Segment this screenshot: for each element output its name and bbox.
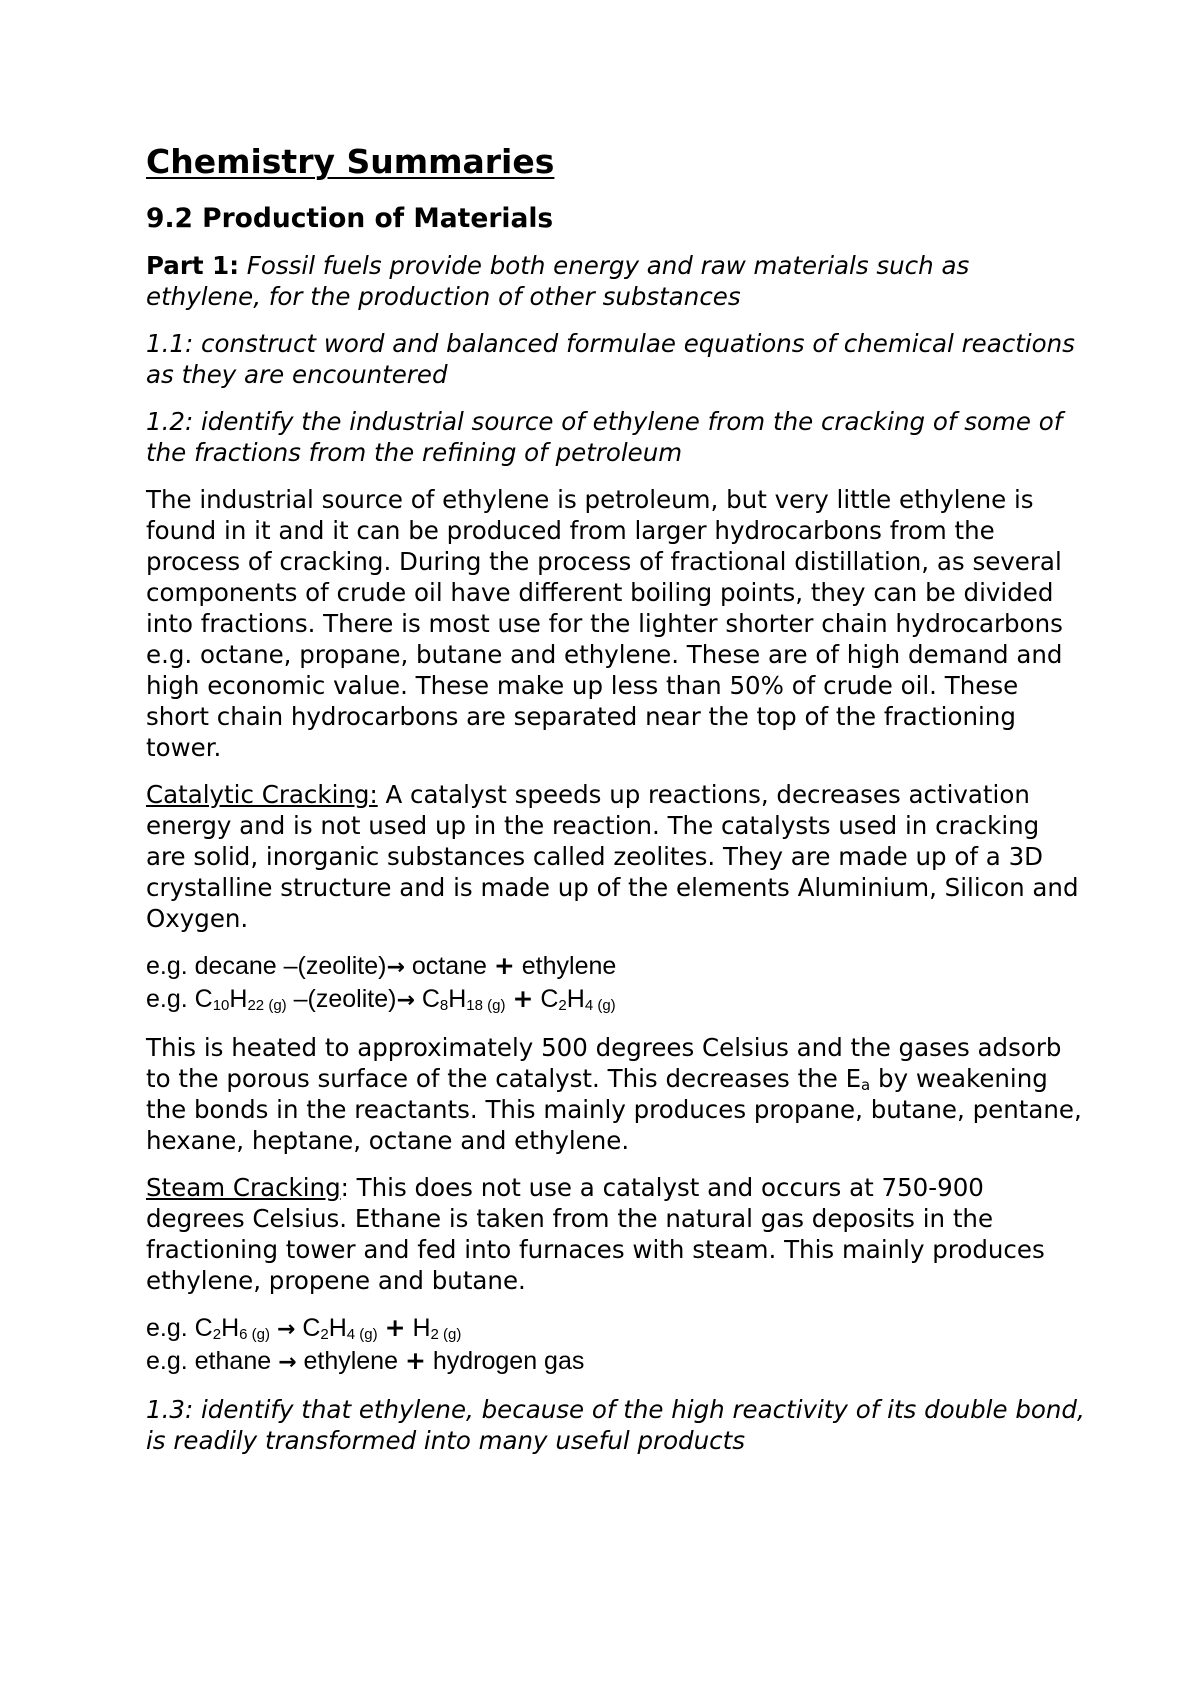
activation-energy-subscript: a: [861, 1076, 871, 1094]
steam-cracking-text: : This does not use a catalyst and occurs at 750-900 degrees Celsius. Ethane is taken from the natural gas deposits in the fractioning tower and fed into furnaces with steam. This mainly produces ethylene, propene and butane.: [146, 1173, 1045, 1295]
catalytic-word-equation: e.g. decane –(zeolite)→ octane + ethylene: [146, 951, 617, 980]
document-body: [146, 140, 1086, 1472]
catalytic-cracking-label: Catalytic Cracking:: [146, 780, 378, 809]
arrow-icon: →: [396, 988, 415, 1013]
catalytic-equations: [146, 950, 1086, 1016]
plus-sign: +: [512, 984, 534, 1013]
formula-reactant: $C_{10}H_{22 (g)}$: [194, 985, 287, 1014]
part-1-label: Part 1:: [146, 251, 239, 280]
plus-sign: +: [404, 1346, 426, 1375]
dot-point-1-1: 1.1: construct word and balanced formulae equations of chemical reactions as they are encountered: [146, 329, 1075, 389]
part-1-statement: [146, 250, 1086, 312]
document-title: Chemistry Summaries: [146, 142, 555, 181]
section-heading: 9.2 Production of Materials: [146, 203, 554, 234]
dot-point-1-3: 1.3: identify that ethylene, because of the high reactivity of its double bond, is readily transformed into many useful products: [146, 1395, 1085, 1455]
formula-product-2: $C_2H_{4 (g)}$: [540, 985, 616, 1014]
formula-reactant: $C_2H_{6 (g)}$: [194, 1314, 270, 1343]
eq-product-2: ethylene: [521, 952, 617, 980]
zeolite-label: –(zeolite): [293, 985, 397, 1013]
catalytic-formula-equation: e.g. $C_{10}H_{22 (g)}$ –(zeolite)→ $C_8H_{18 (g)} + C_2H_{4 (g)}$: [146, 984, 616, 1014]
eq-product-1: octane: [411, 952, 487, 980]
zeolite-label: –(zeolite): [283, 952, 387, 980]
steam-equations: [146, 1312, 1086, 1378]
arrow-icon: →: [278, 1350, 297, 1375]
catalytic-cracking-paragraph: [146, 779, 1086, 934]
eq-reactant: ethane: [194, 1347, 272, 1375]
eq-product-1: ethylene: [303, 1347, 398, 1375]
formula-product-1: $C_8H_{18 (g)}$: [421, 985, 506, 1014]
steam-cracking-paragraph: [146, 1172, 1086, 1296]
steam-formula-equation: e.g. $C_2H_{6 (g)} \to C_2H_{4 (g)} + H_{2 (g)}$: [146, 1313, 462, 1343]
industrial-source-paragraph: The industrial source of ethylene is petroleum, but very little ethylene is found in it and it can be produced from larger hydrocarbons from the process of cracking. During the process of fractional distillation, as several components of crude oil have different boiling points, they can be divided into fractions. There is most use for the lighter shorter chain hydrocarbons e.g. octane, propane, butane and ethylene. These are of high demand and high economic value. These make up less than 50% of crude oil. These short chain hydrocarbons are separated near the top of the fractioning tower.: [146, 485, 1063, 762]
part-1-text: Fossil fuels provide both energy and raw materials such as ethylene, for the production of other substances: [146, 251, 970, 311]
heating-paragraph: This is heated to approximately 500 degrees Celsius and the gases adsorb to the porous surface of the catalyst. This decreases the $E_a$ by weakening the bonds in the reactants. This mainly produces propane, butane, pentane, hexane, heptane, octane and ethylene.: [146, 1033, 1082, 1155]
catalytic-cracking-text: A catalyst speeds up reactions, decreases activation energy and is not used up in the reaction. The catalysts used in cracking are solid, inorganic substances called zeolites. They are made up of a 3D crystalline structure and is made up of the elements Aluminium, Silicon and Oxygen.: [146, 780, 1079, 933]
steam-cracking-label: Steam Cracking: [146, 1173, 341, 1202]
plus-sign: +: [493, 951, 515, 980]
arrow-icon: →: [386, 955, 405, 980]
plus-sign: +: [384, 1313, 406, 1342]
steam-word-equation: e.g. ethane → ethylene + hydrogen gas: [146, 1346, 585, 1375]
formula-product-2: $H_{2 (g)}$: [412, 1314, 462, 1343]
eq-reactant: decane: [194, 952, 277, 980]
formula-product-1: $C_2H_{4 (g)}$: [302, 1314, 378, 1343]
arrow-icon: →: [276, 1317, 296, 1342]
eq-product-2: hydrogen gas: [432, 1347, 585, 1375]
dot-point-1-2: 1.2: identify the industrial source of ethylene from the cracking of some of the fractions from the refining of petroleum: [146, 407, 1063, 467]
